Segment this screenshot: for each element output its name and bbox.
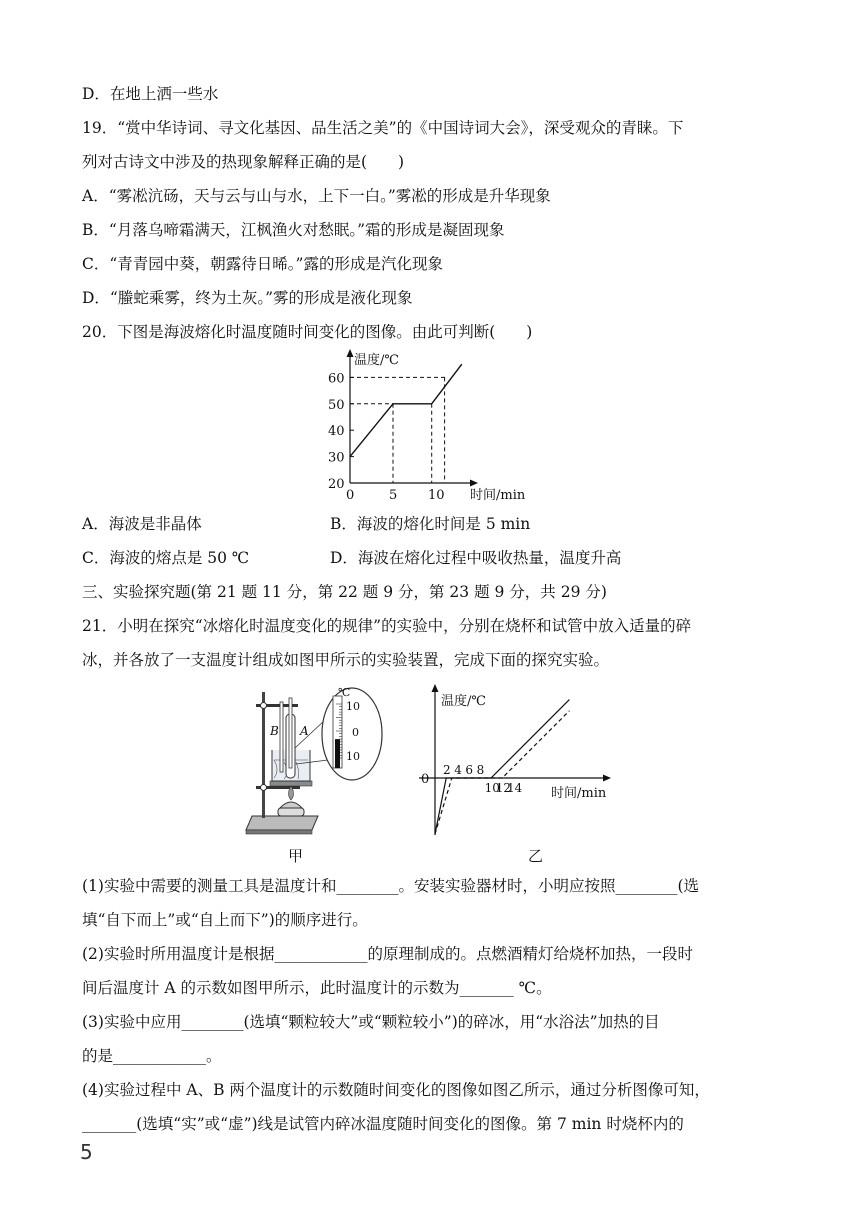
q21-line-3: (2)实验时所用温度计是根据____________的原理制成的。点燃酒精灯给烧杯加热，一段时 [82,945,693,963]
q20-option-b: B．海波的熔化时间是 5 min [330,515,531,533]
x-axis-arrow [470,480,478,487]
x-tick-label: 10 [484,781,500,795]
q19-option-d: D．“螣蛇乘雾，终为土灰。”雾的形成是液化现象 [82,289,413,307]
q19-option-a: A．“雾凇沆砀，天与云与山与水，上下一白。”雾凇的形成是升华现象 [82,187,551,205]
q21-line-4: 间后温度计 A 的示数如图甲所示，此时温度计的示数为_______ ℃。 [82,979,552,997]
q21-stem-line2: 冰，并各放了一支温度计组成如图甲所示的实验装置，完成下面的探究实验。 [82,651,610,669]
y-tick-label: 30 [328,450,345,466]
x-tick-label: 2 [443,763,451,777]
thermometer-a-label: A [300,724,309,738]
thermometer-unit: ℃ [338,686,351,699]
thermometer-10-top: 10 [346,700,360,713]
x-tick-label: 0 [346,488,355,503]
y-tick-label: 20 [328,477,345,492]
origin-label: 0 [421,772,430,787]
q21-line-6: 的是____________。 [82,1047,222,1065]
x-tick-label: 14 [507,781,523,795]
q21-line-8: _______(选填“实”或“虚”)线是试管内碎冰温度随时间变化的图像。第 7 min 时烧杯内的 [82,1115,684,1133]
q19-option-c: C．“青青园中葵，朝露待日晞。”露的形成是汽化现象 [82,255,443,273]
y-axis-label: 温度/℃ [354,353,399,368]
q21-stem-line1: 21．小明在探究“冰熔化时温度变化的规律”的实验中，分别在烧杯和试管中放入适量的碎 [82,617,692,635]
y-tick-label: 60 [328,371,345,387]
apparatus-figure [240,678,390,843]
section-3-title: 三、实验探究题(第 21 题 11 分，第 22 题 9 分，第 23 题 9 分，共 29 分) [82,583,607,601]
thermometer-10-bottom: 10 [346,750,360,763]
page-number: 5 [80,1140,93,1164]
q21-line-2: 填“自下而上”或“自上而下”)的顺序进行。 [82,911,368,929]
q20-option-d: D．海波在熔化过程中吸收热量，温度升高 [330,549,622,567]
q21-line-7: (4)实验过程中 A、B 两个温度计的示数随时间变化的图像如图乙所示，通过分析图像可知， [82,1081,710,1099]
q19-option-b: B．“月落乌啼霜满天，江枫渔火对愁眠。”霜的形成是凝固现象 [82,221,505,239]
hypo-melting-chart [320,343,550,503]
figure-yi-caption: 乙 [528,847,544,865]
q19-stem-line1: 19．“赏中华诗词、寻文化基因、品生活之美”的《中国诗词大会》，深受观众的青睐。下 [82,119,684,137]
y-tick-label: 40 [328,424,345,440]
thermometer-b-label: B [270,724,279,738]
y-axis-arrow [347,349,354,357]
x-axis-label: 时间/min [551,786,607,801]
q18-option-d: D．在地上洒一些水 [82,85,219,103]
q21-line-5: (3)实验中应用________(选填“颗粒较大”或“颗粒较小”)的碎冰，用“水浴法”加热的目 [82,1013,660,1031]
q20-stem: 20．下图是海波熔化时温度随时间变化的图像。由此可判断( ) [82,323,533,341]
x-axis-arrow [603,775,611,782]
x-tick-label: 6 [465,763,474,777]
figure-jia-caption: 甲 [288,847,304,865]
q20-option-c: C．海波的熔点是 50 ℃ [82,549,250,567]
x-tick-label: 5 [389,488,398,503]
thermometer-0: 0 [352,726,359,739]
y-axis-label: 温度/℃ [441,694,486,709]
q21-line-1: (1)实验中需要的测量工具是温度计和________。安装实验器材时，小明应按照________(选 [82,877,700,895]
x-tick-label: 12 [495,781,512,795]
x-tick-label: 8 [476,763,485,777]
x-tick-label: 4 [454,763,462,777]
thermometer-mercury [335,739,340,768]
q19-stem-line2: 列对古诗文中涉及的热现象解释正确的是( ) [82,153,405,171]
ice-melting-chart [415,680,625,840]
q20-option-a: A．海波是非晶体 [82,515,202,533]
y-axis-arrow [432,684,439,692]
x-tick-label: 10 [428,488,445,503]
x-axis-label: 时间/min [470,488,526,503]
y-tick-label: 50 [328,397,345,413]
